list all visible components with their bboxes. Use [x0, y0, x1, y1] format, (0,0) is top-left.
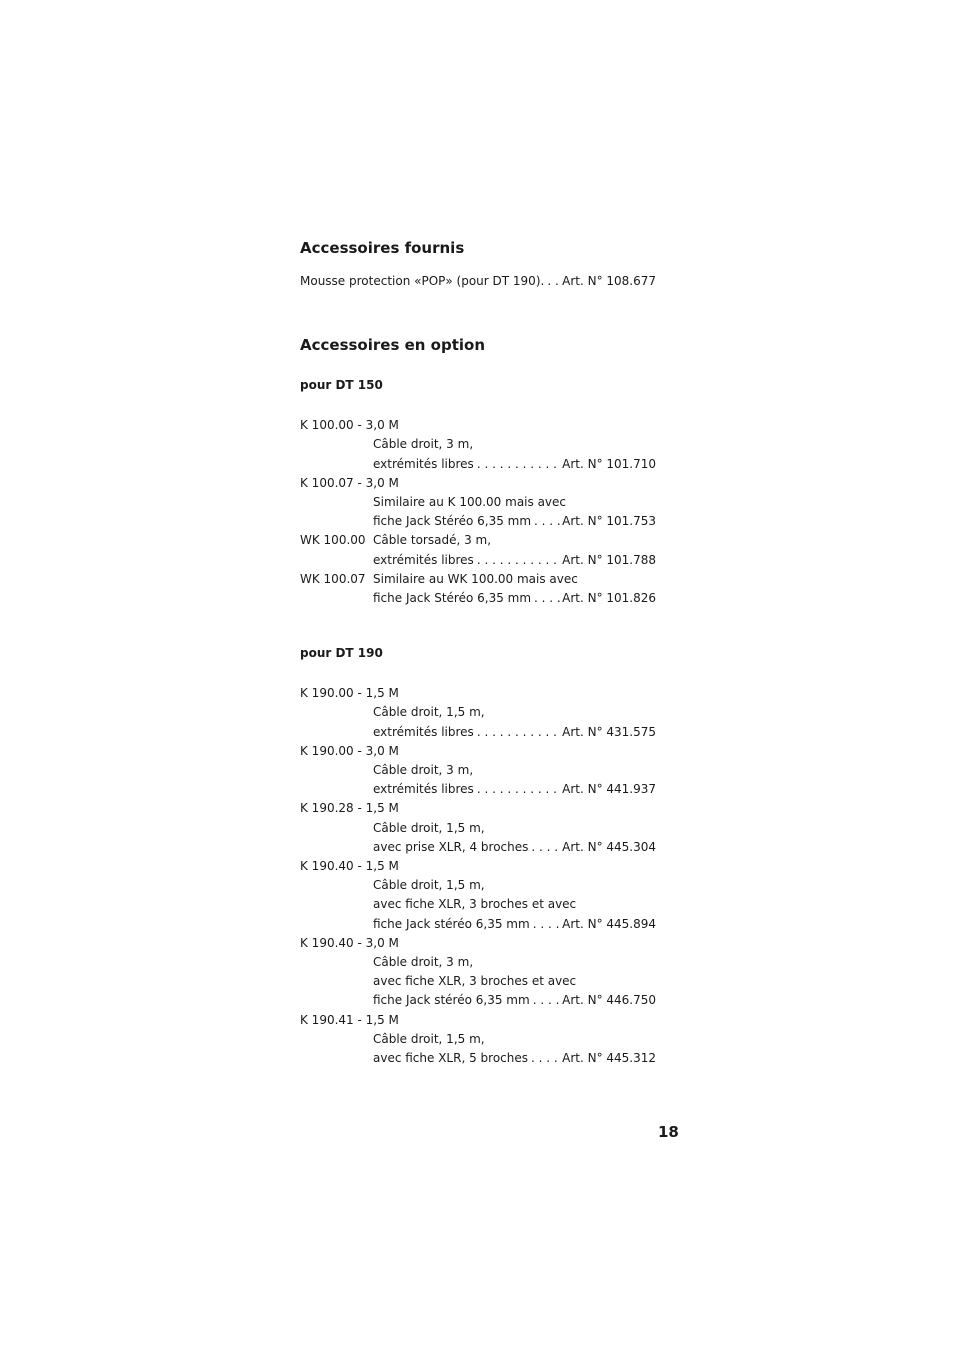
item-description: extrémités libres [373, 724, 474, 739]
page-number: 18 [658, 1123, 679, 1141]
item-code: K 190.40 - 1,5 M [300, 859, 399, 874]
leader-dots [530, 991, 562, 1010]
item-description: Câble droit, 1,5 m, [373, 878, 485, 893]
item-code-line [300, 742, 656, 761]
item-description-line [300, 493, 656, 512]
item-description: Câble droit, 1,5 m, [373, 705, 485, 720]
leader-dots [474, 551, 562, 570]
item-description: extrémités libres [373, 552, 474, 567]
leader-dots [531, 589, 562, 608]
item-description-line [300, 761, 656, 780]
item-code: WK 100.00 [300, 533, 366, 548]
item-description-line [300, 876, 656, 895]
item-code-line [300, 570, 656, 589]
leader-dots [544, 272, 562, 291]
item-description: Câble droit, 3 m, [373, 437, 474, 452]
item-description: Câble droit, 1,5 m, [373, 820, 485, 835]
item-art-line [300, 1049, 656, 1068]
optional-accessories-heading: Accessoires en option [300, 336, 486, 355]
item-description-line [300, 819, 656, 838]
item-art-line [300, 915, 656, 934]
leader-dots [528, 1049, 562, 1068]
item-code-line [300, 531, 656, 550]
item-code: K 190.00 - 3,0 M [300, 743, 399, 758]
item-code: WK 100.07 [300, 571, 366, 586]
item-description: Similaire au WK 100.00 mais avec [373, 571, 578, 586]
item-description-line [300, 895, 656, 914]
item-description: fiche Jack stéréo 6,35 mm [373, 993, 530, 1008]
item-art-number: Art. N° 101.753 [562, 514, 656, 529]
item-code-line [300, 684, 656, 703]
item-code-line [300, 934, 656, 953]
item-code-line [300, 474, 656, 493]
item-art-number: Art. N° 445.894 [562, 916, 656, 931]
item-code: K 190.00 - 1,5 M [300, 686, 399, 701]
dt190-heading: pour DT 190 [300, 646, 383, 661]
item-description-line [300, 703, 656, 722]
item-art-number: Art. N° 445.312 [562, 1051, 656, 1066]
item-art-line [300, 780, 656, 799]
leader-dots [531, 512, 562, 531]
item-description: fiche Jack Stéréo 6,35 mm [373, 591, 532, 606]
leader-dots [474, 723, 562, 742]
item-art-number: Art. N° 446.750 [562, 993, 656, 1008]
leader-dots [528, 838, 562, 857]
item-art-line [300, 455, 656, 474]
item-art-number: Art. N° 101.826 [562, 591, 656, 606]
item-art-line [300, 512, 656, 531]
item-description: fiche Jack Stéréo 6,35 mm [373, 514, 532, 529]
item-description-line [300, 1030, 656, 1049]
item-art-number: Art. N° 101.710 [562, 456, 656, 471]
item-description: extrémités libres [373, 782, 474, 797]
item-art-number: Art. N° 441.937 [562, 782, 656, 797]
item-art-line [300, 723, 656, 742]
item-description: Câble droit, 1,5 m, [373, 1031, 485, 1046]
item-art-line [300, 589, 656, 608]
item-description-line [300, 953, 656, 972]
item-art-number: Art. N° 101.788 [562, 552, 656, 567]
leader-dots [474, 455, 562, 474]
item-code-line [300, 799, 656, 818]
item-code: K 190.28 - 1,5 M [300, 801, 399, 816]
item-code-line [300, 857, 656, 876]
dt150-heading: pour DT 150 [300, 378, 383, 393]
item-description: avec fiche XLR, 5 broches [373, 1051, 528, 1066]
item-art-line [300, 838, 656, 857]
item-code: K 190.40 - 3,0 M [300, 935, 399, 950]
item-description-line [300, 972, 656, 991]
item-description: avec fiche XLR, 3 broches et avec [373, 974, 577, 989]
dt190-list [300, 684, 656, 1068]
item-description: Câble droit, 3 m, [373, 955, 474, 970]
item-description: fiche Jack stéréo 6,35 mm [373, 916, 530, 931]
item-description-line [300, 435, 656, 454]
item-art-line [300, 991, 656, 1010]
item-code: K 100.00 - 3,0 M [300, 418, 399, 433]
item-art-number: Art. N° 431.575 [562, 724, 656, 739]
item-art-line [300, 551, 656, 570]
supplied-item [300, 272, 656, 291]
dt150-list [300, 416, 656, 608]
item-description: extrémités libres [373, 456, 474, 471]
leader-dots [474, 780, 562, 799]
item-code: K 100.07 - 3,0 M [300, 475, 399, 490]
item-code: K 190.41 - 1,5 M [300, 1012, 399, 1027]
item-art-number: Art. N° 445.304 [562, 839, 656, 854]
page-content [300, 238, 656, 1068]
item-code-line [300, 416, 656, 435]
supplied-item-art: Art. N° 108.677 [562, 274, 656, 288]
item-description: avec fiche XLR, 3 broches et avec [373, 897, 577, 912]
item-description: avec prise XLR, 4 broches [373, 839, 529, 854]
item-code-line [300, 1011, 656, 1030]
item-description: Câble torsadé, 3 m, [373, 533, 492, 548]
supplied-accessories-heading: Accessoires fournis [300, 239, 465, 257]
leader-dots [530, 915, 562, 934]
item-description: Similaire au K 100.00 mais avec [373, 495, 567, 510]
item-description: Câble droit, 3 m, [373, 763, 474, 778]
supplied-item-text: Mousse protection «POP» (pour DT 190). [300, 274, 545, 288]
